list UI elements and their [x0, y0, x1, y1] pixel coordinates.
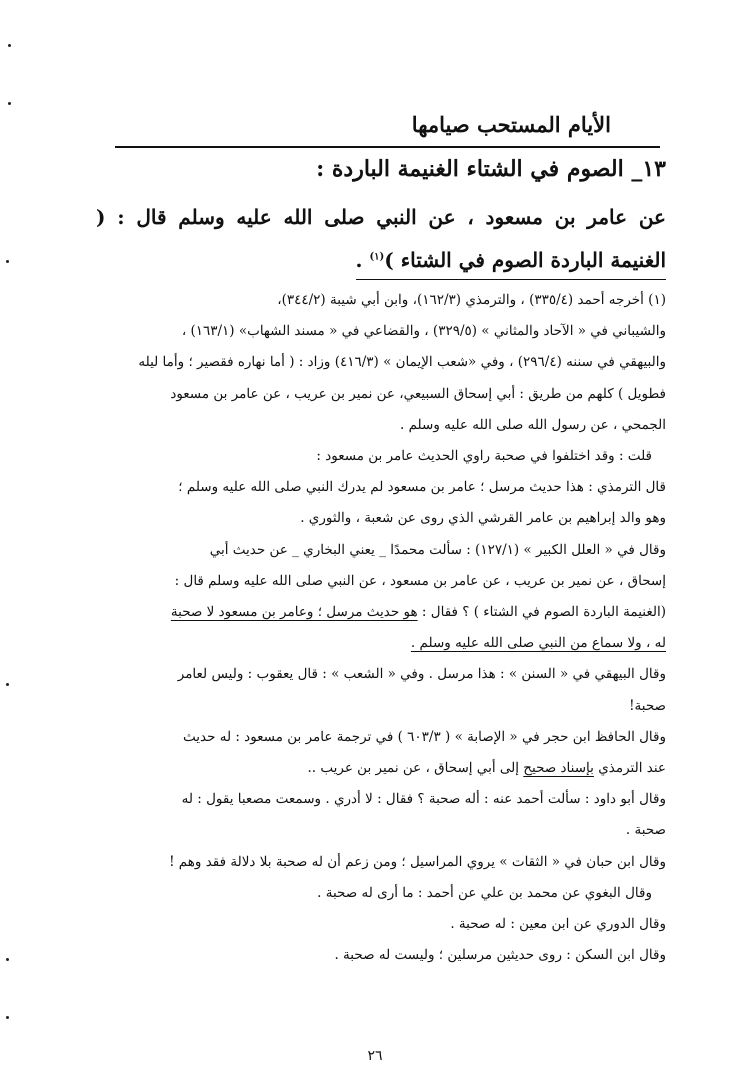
footnote-line: صحبة!: [629, 697, 666, 714]
footnote-line: وهو والد إبراهيم بن عامر القرشي الذي روى عن شعبة ، والثوري .: [300, 510, 666, 527]
footnote-line: وقال البيهقي في « السنن » : هذا مرسل . وفي « الشعب » : قال يعقوب : وليس لعامر: [177, 666, 666, 683]
scan-speck: [6, 958, 9, 961]
header-rule: [115, 146, 660, 148]
footnote-line: وقال الحافظ ابن حجر في « الإصابة » ( ٦٠٣/٣ ) في ترجمة عامر بن مسعود : له حديث: [182, 728, 666, 745]
scan-speck: [8, 44, 11, 47]
footnote-line: (١) أخرجه أحمد (٣٣٥/٤) ، والترمذي (١٦٢/٣)، وابن أبي شيبة (٣٤٤/٢)،: [277, 292, 666, 308]
footnote-line: الجمحي ، عن رسول الله صلى الله عليه وسلم .: [399, 416, 666, 433]
footnote-text: (الغنيمة الباردة الصوم في الشتاء ) ؟ فقال :: [417, 604, 666, 621]
running-head: الأيام المستحب صيامها: [411, 112, 611, 137]
footnote-line: وقال ابن حبان في « الثقات » يروي المراسيل ؛ ومن زعم أن له صحبة بلا دلالة فقد وهم !: [169, 853, 666, 870]
footnote-text: عند الترمذي: [593, 760, 666, 777]
footnote-line: وقال في « العلل الكبير » (١٢٧/١) : سألت محمدًا _ يعني البخاري _ عن حديث أبي: [209, 541, 666, 558]
footnote-text: إلى أبي إسحاق ، عن نمير بن عريب ..: [307, 760, 524, 777]
footnote-line: وقال ابن السكن : روى حديثين مرسلين ؛ وليست له صحبة .: [334, 947, 666, 964]
scan-speck: [6, 260, 9, 263]
underlined-text: بإسناد صحيح: [523, 760, 594, 777]
footnote-line: والشيباني في « الآحاد والمثاني » (٣٢٩/٥) ، والقضاعي في « مسند الشهاب» (١٦٣/١) ،: [181, 323, 666, 340]
hadith-body: عن عامر بن مسعود ، عن النبي صلى الله عليه وسلم قال : ( الغنيمة الباردة الصوم في الشتاء ): [96, 205, 666, 272]
footnote-line: [101, 597, 666, 628]
underlined-text: هو حديث مرسل ؛ وعامر بن مسعود لا صحبة: [170, 604, 418, 621]
scan-speck: [8, 102, 11, 105]
scan-speck: [6, 1016, 9, 1019]
scan-speck: [6, 683, 9, 686]
footnote-line: صحبة .: [625, 822, 666, 839]
underlined-text: له ، ولا سماع من النبي صلى الله عليه وسلم .: [410, 635, 666, 652]
footnote-line: إسحاق ، عن نمير بن عريب ، عن عامر بن مسعود ، عن النبي صلى الله عليه وسلم قال :: [174, 572, 666, 589]
footnotes: [101, 285, 666, 971]
footnote-line: وقال أبو داود : سألت أحمد عنه : أله صحبة ؟ فقال : لا أدري . وسمعت مصعبا يقول : له: [181, 791, 666, 808]
footnote-line: وقال البغوي عن محمد بن علي عن أحمد : ما أرى له صحبة .: [317, 884, 652, 901]
page-number: ٢٦: [367, 1048, 383, 1064]
footnote-line: قال الترمذي : هذا حديث مرسل ؛ عامر بن مسعود لم يدرك النبي صلى الله عليه وسلم ؛: [178, 479, 666, 496]
footnote-line: والبيهقي في سننه (٢٩٦/٤) ، وفي «شعب الإيمان » (٤١٦/٣) وزاد : ( أما نهاره فقصير ؛ وأما ليله: [138, 354, 666, 371]
footnote-line: فطويل ) كلهم من طريق : أبي إسحاق السبيعي، عن نمير بن عريب ، عن عامر بن مسعود: [170, 385, 666, 402]
footnote-rule: [356, 279, 666, 280]
footnote-line: وقال الدوري عن ابن معين : له صحبة .: [450, 916, 666, 933]
footnote-line: قلت : وقد اختلفوا في صحبة راوي الحديث عامر بن مسعود :: [316, 448, 652, 465]
footnote-line: [101, 753, 666, 784]
hadith-text: [96, 196, 666, 282]
footnote-marker: (١): [369, 251, 385, 263]
footnote-line: [101, 628, 666, 659]
section-heading: ١٣_ الصوم في الشتاء الغنيمة الباردة :: [316, 156, 666, 182]
hadith-end: .: [355, 248, 370, 272]
